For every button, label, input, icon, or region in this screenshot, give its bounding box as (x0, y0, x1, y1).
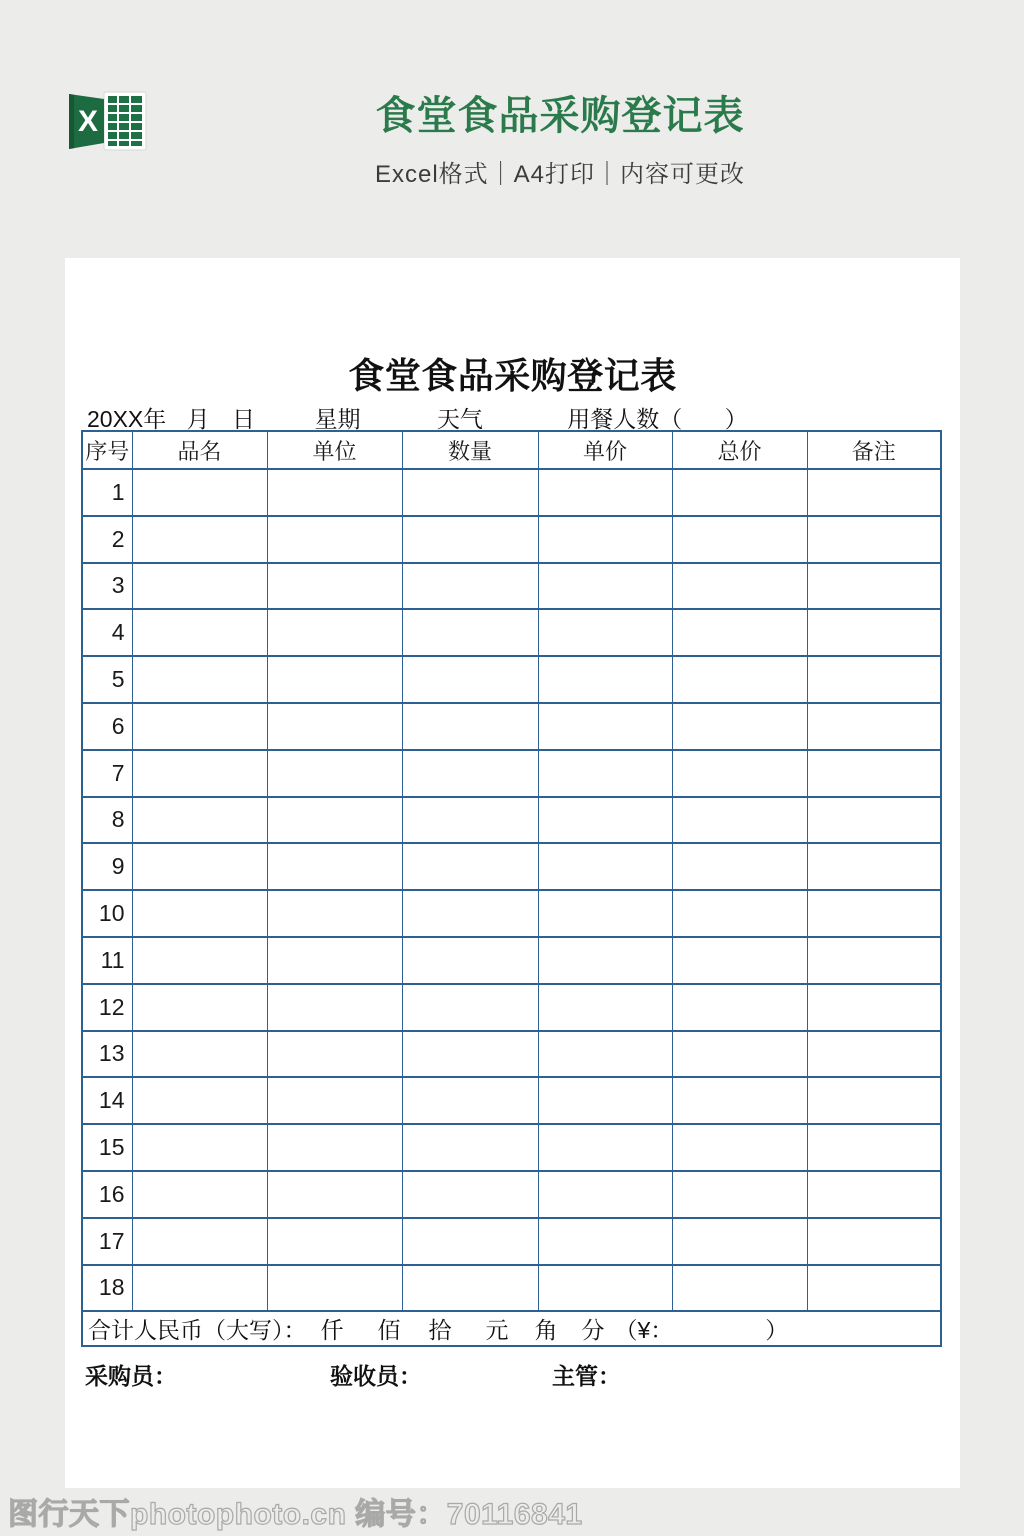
banner-subtitle: Excel格式｜A4打印｜内容可更改 (374, 161, 746, 188)
unit-fen: 分 (581, 1317, 605, 1344)
empty-cell (402, 797, 538, 844)
empty-cell (538, 1171, 672, 1218)
empty-cell (807, 797, 941, 844)
empty-cell (672, 1124, 807, 1171)
document-panel (65, 258, 960, 1488)
empty-cell (132, 937, 267, 984)
empty-cell (267, 563, 402, 610)
empty-cell (807, 563, 941, 610)
empty-cell (807, 656, 941, 703)
empty-cell (402, 1031, 538, 1078)
empty-cell (402, 656, 538, 703)
empty-cell (267, 609, 402, 656)
empty-cell (807, 516, 941, 563)
empty-cell (267, 984, 402, 1031)
empty-cell (672, 1171, 807, 1218)
row-number-cell: 15 (82, 1124, 132, 1171)
empty-cell (538, 937, 672, 984)
empty-cell (402, 937, 538, 984)
empty-cell (132, 797, 267, 844)
purchaser-label: 采购员： (85, 1363, 177, 1389)
empty-cell (267, 1124, 402, 1171)
unit-hundred: 佰 (377, 1317, 401, 1344)
empty-cell (267, 516, 402, 563)
table-row (82, 750, 941, 797)
banner (0, 0, 1024, 258)
empty-cell (267, 937, 402, 984)
empty-cell (807, 890, 941, 937)
row-number-cell: 4 (82, 609, 132, 656)
empty-cell (672, 609, 807, 656)
empty-cell (807, 843, 941, 890)
empty-cell (538, 656, 672, 703)
empty-cell (672, 984, 807, 1031)
empty-cell (538, 563, 672, 610)
diners-field-close: ） (724, 406, 748, 432)
table-row (82, 563, 941, 610)
empty-cell (538, 703, 672, 750)
table-footer (82, 1311, 941, 1346)
empty-cell (267, 656, 402, 703)
row-number-cell: 5 (82, 656, 132, 703)
empty-cell (807, 1031, 941, 1078)
empty-cell (132, 609, 267, 656)
table-row (82, 469, 941, 516)
empty-cell (402, 1124, 538, 1171)
empty-cell (132, 469, 267, 516)
table-row (82, 843, 941, 890)
col-header-total-price: 总价 (672, 431, 807, 469)
empty-cell (807, 469, 941, 516)
empty-cell (132, 843, 267, 890)
supervisor-label: 主管： (552, 1363, 621, 1389)
empty-cell (132, 1031, 267, 1078)
empty-cell (672, 1218, 807, 1265)
row-number-cell: 1 (82, 469, 132, 516)
row-number-cell: 11 (82, 937, 132, 984)
col-header-unit-price: 单价 (538, 431, 672, 469)
row-number-cell: 7 (82, 750, 132, 797)
row-number-cell: 9 (82, 843, 132, 890)
empty-cell (132, 656, 267, 703)
row-number-cell: 3 (82, 563, 132, 610)
empty-cell (132, 984, 267, 1031)
empty-cell (132, 1124, 267, 1171)
empty-cell (672, 563, 807, 610)
empty-cell (672, 703, 807, 750)
day-field: 日 (232, 406, 256, 432)
table-row (82, 656, 941, 703)
empty-cell (402, 843, 538, 890)
table-row (82, 984, 941, 1031)
empty-cell (132, 516, 267, 563)
empty-cell (267, 797, 402, 844)
empty-cell (132, 890, 267, 937)
empty-cell (538, 469, 672, 516)
empty-cell (132, 563, 267, 610)
empty-cell (538, 797, 672, 844)
month-field: 月 (186, 406, 210, 432)
empty-cell (807, 750, 941, 797)
empty-cell (267, 1171, 402, 1218)
empty-cell (672, 937, 807, 984)
empty-cell (538, 609, 672, 656)
empty-cell (402, 1171, 538, 1218)
empty-cell (132, 703, 267, 750)
empty-cell (807, 1077, 941, 1124)
inspector-label: 验收员： (330, 1363, 422, 1389)
empty-cell (402, 516, 538, 563)
currency-open: （¥： (614, 1317, 674, 1344)
empty-cell (402, 1077, 538, 1124)
row-number-cell: 6 (82, 703, 132, 750)
table-row (82, 1077, 941, 1124)
row-number-cell: 10 (82, 890, 132, 937)
table-row (82, 1031, 941, 1078)
empty-cell (402, 1218, 538, 1265)
table-header (82, 431, 941, 469)
empty-cell (672, 1265, 807, 1312)
empty-cell (267, 469, 402, 516)
table-row (82, 516, 941, 563)
col-header-item-name: 品名 (132, 431, 267, 469)
total-cell (82, 1311, 941, 1346)
table-row (82, 1265, 941, 1312)
col-header-quantity: 数量 (402, 431, 538, 469)
table-row (82, 1218, 941, 1265)
empty-cell (538, 984, 672, 1031)
year-field: 20XX年 (87, 406, 167, 432)
empty-cell (267, 843, 402, 890)
empty-cell (402, 609, 538, 656)
empty-cell (402, 750, 538, 797)
weekday-field: 星期 (314, 406, 361, 432)
weather-field: 天气 (436, 406, 483, 432)
unit-thousand: 仟 (320, 1317, 344, 1344)
empty-cell (538, 1077, 672, 1124)
empty-cell (402, 703, 538, 750)
row-number-cell: 12 (82, 984, 132, 1031)
empty-cell (807, 1124, 941, 1171)
col-header-serial: 序号 (82, 431, 132, 469)
empty-cell (538, 750, 672, 797)
total-label: 合计人民币（大写）： (88, 1317, 307, 1344)
diners-field: 用餐人数（ (567, 406, 683, 432)
table-row (82, 1171, 941, 1218)
empty-cell (267, 1265, 402, 1312)
empty-cell (538, 1265, 672, 1312)
empty-cell (538, 843, 672, 890)
unit-jiao: 角 (534, 1317, 558, 1344)
empty-cell (132, 1218, 267, 1265)
currency-close: ） (765, 1317, 789, 1344)
empty-cell (267, 1218, 402, 1265)
table-row (82, 890, 941, 937)
empty-cell (267, 1031, 402, 1078)
empty-cell (672, 750, 807, 797)
empty-cell (672, 843, 807, 890)
total-row (82, 1311, 941, 1346)
watermark: 图行天下photophoto.cn 编号：70116841 (8, 1498, 583, 1531)
row-number-cell: 16 (82, 1171, 132, 1218)
empty-cell (672, 469, 807, 516)
empty-cell (132, 1265, 267, 1312)
empty-cell (672, 797, 807, 844)
table-row (82, 609, 941, 656)
col-header-remark: 备注 (807, 431, 941, 469)
empty-cell (807, 609, 941, 656)
empty-cell (267, 703, 402, 750)
empty-cell (672, 1031, 807, 1078)
empty-cell (807, 1171, 941, 1218)
empty-cell (402, 563, 538, 610)
empty-cell (672, 656, 807, 703)
empty-cell (538, 516, 672, 563)
table-row (82, 1124, 941, 1171)
empty-cell (402, 890, 538, 937)
row-number-cell: 17 (82, 1218, 132, 1265)
table-row (82, 797, 941, 844)
empty-cell (267, 890, 402, 937)
table-row (82, 937, 941, 984)
empty-cell (538, 890, 672, 937)
sheet-title: 食堂食品采购登记表 (348, 355, 677, 396)
row-number-cell: 14 (82, 1077, 132, 1124)
empty-cell (402, 469, 538, 516)
row-number-cell: 18 (82, 1265, 132, 1312)
empty-cell (132, 750, 267, 797)
empty-cell (132, 1171, 267, 1218)
col-header-unit: 单位 (267, 431, 402, 469)
empty-cell (267, 750, 402, 797)
excel-icon-letter: X (77, 105, 99, 138)
table-row (82, 703, 941, 750)
empty-cell (132, 1077, 267, 1124)
empty-cell (538, 1031, 672, 1078)
empty-cell (672, 890, 807, 937)
empty-cell (538, 1218, 672, 1265)
empty-cell (672, 516, 807, 563)
empty-cell (807, 984, 941, 1031)
empty-cell (402, 984, 538, 1031)
header-row (82, 431, 941, 469)
empty-cell (672, 1077, 807, 1124)
empty-cell (267, 1077, 402, 1124)
unit-yuan: 元 (485, 1317, 509, 1344)
banner-title: 食堂食品采购登记表 (375, 94, 745, 138)
row-number-cell: 2 (82, 516, 132, 563)
empty-cell (807, 937, 941, 984)
unit-ten: 拾 (428, 1317, 452, 1344)
purchase-table (81, 430, 942, 1347)
table-body (82, 469, 941, 1311)
empty-cell (807, 703, 941, 750)
banner-text-block (48, 92, 1024, 189)
empty-cell (402, 1265, 538, 1312)
empty-cell (538, 1124, 672, 1171)
row-number-cell: 8 (82, 797, 132, 844)
empty-cell (807, 1265, 941, 1312)
empty-cell (807, 1218, 941, 1265)
row-number-cell: 13 (82, 1031, 132, 1078)
